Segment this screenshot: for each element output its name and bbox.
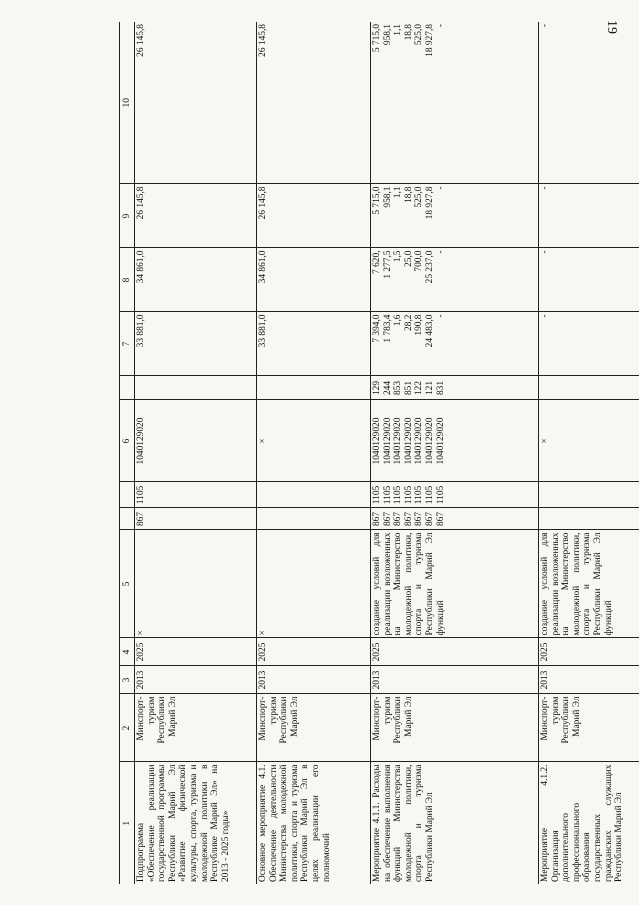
amount-7-cell-line: - — [540, 314, 550, 318]
amount-7-cell-line: 7 394,0 — [372, 314, 382, 343]
purpose-cell — [371, 530, 539, 638]
start-year-cell: 2013 — [135, 666, 257, 694]
header-cell: 2 — [120, 694, 135, 762]
budget-table — [119, 22, 639, 884]
section-code-cell-line: 1105 — [382, 485, 393, 505]
purpose-cell-line: создание условий для реализации возложенных на Министерство молодежной политики, спорта и туризма Республики Марий Эл функций — [540, 532, 614, 636]
grbs-code-cell — [257, 508, 371, 530]
amount-8-cell — [539, 248, 639, 312]
expense-type-cell-line: 831 — [435, 380, 446, 396]
target-article-cell — [371, 400, 539, 482]
amount-7-cell — [539, 312, 639, 376]
grbs-code-cell — [135, 508, 257, 530]
amount-8-cell-line: - — [435, 250, 446, 254]
amount-10-cell-line: 958,1 — [382, 24, 393, 46]
amount-7-cell — [371, 312, 539, 376]
amount-10-cell-line: 18,8 — [403, 24, 414, 41]
amount-9-cell — [539, 184, 639, 248]
amount-8-cell — [371, 248, 539, 312]
executor-cell: Минспорт-туризм Республики Марий Эл — [539, 694, 639, 762]
amount-10-cell-line: 5 715,0 — [372, 24, 382, 53]
executor-cell: Минспорт-туризм Республики Марий Эл — [371, 694, 539, 762]
end-year-cell: 2025 — [135, 638, 257, 666]
grbs-code-cell — [371, 508, 539, 530]
grbs-code-cell-line: 867 — [403, 511, 414, 527]
amount-8-cell — [135, 248, 257, 312]
amount-9-cell-line: 26 145,8 — [258, 186, 268, 220]
section-code-cell-line: 1105 — [393, 485, 404, 505]
grbs-code-cell — [539, 508, 639, 530]
activity-name-cell: Основное мероприятие 4.1. Обеспечение деятельности Министерства молодежной политики, спорта и туризма Республики Марий Эл в целях реализации его полномочий — [257, 762, 371, 884]
page-number: 19 — [604, 20, 619, 34]
header-cell: 6 — [120, 400, 135, 482]
purpose-cell-line: × — [258, 630, 268, 636]
header-cell — [120, 482, 135, 508]
expense-type-cell-line: 129 — [372, 380, 382, 396]
amount-8-cell-line: 34 861,0 — [136, 250, 146, 284]
activity-name-cell: Мероприятие 4.1.2. Организация дополнительного профессионального образования государственных гражданских служащих Республики Марий Эл — [539, 762, 639, 884]
rotated-page — [119, 22, 629, 884]
section-code-cell-line: 1105 — [424, 485, 435, 505]
amount-10-cell — [257, 22, 371, 184]
header-cell: 10 — [120, 22, 135, 184]
target-article-cell — [135, 400, 257, 482]
amount-9-cell-line: - — [435, 186, 446, 190]
expense-type-cell-line: 853 — [393, 380, 404, 396]
amount-9-cell — [257, 184, 371, 248]
header-cell — [120, 508, 135, 530]
amount-7-cell-line: 190,8 — [414, 314, 425, 336]
table-row — [257, 22, 371, 884]
purpose-cell-line: × — [136, 630, 146, 636]
header-cell: 4 — [120, 638, 135, 666]
expense-type-cell-line: 244 — [382, 380, 393, 396]
section-code-cell-line: 1105 — [414, 485, 425, 505]
amount-10-cell-line: 18 927,8 — [424, 24, 435, 57]
executor-cell: Минспорт-туризм Республики Марий Эл — [135, 694, 257, 762]
amount-8-cell-line: 1,5 — [393, 250, 404, 263]
amount-7-cell-line: 33 881,0 — [136, 314, 146, 348]
amount-8-cell-line: 7 620, — [372, 250, 382, 274]
amount-9-cell-line: - — [540, 186, 550, 190]
amount-9-cell-line: 18 927,8 — [424, 186, 435, 220]
amount-7-cell-line: 1 783,4 — [382, 314, 393, 343]
amount-10-cell — [135, 22, 257, 184]
start-year-cell: 2013 — [257, 666, 371, 694]
amount-10-cell-line: 26 145,8 — [258, 24, 268, 57]
table-row — [539, 22, 639, 884]
header-cell — [120, 376, 135, 400]
target-article-cell-line: 1040129020 — [414, 417, 425, 465]
end-year-cell: 2025 — [257, 638, 371, 666]
purpose-cell — [135, 530, 257, 638]
target-article-cell-line: 1040129020 — [382, 417, 393, 465]
section-code-cell — [371, 482, 539, 508]
amount-10-cell-line: 525,0 — [414, 24, 425, 46]
amount-10-cell-line: 1,1 — [393, 24, 404, 36]
activity-name-cell: Подпрограмма «Обеспечение реализации государственной программы Республики Марий Эл «Развитие физической культуры, спорта, туризма и молодежной политики в Республике Марий Эл» на 2013 - 2025 годы» — [135, 762, 257, 884]
header-cell: 9 — [120, 184, 135, 248]
target-article-cell-line: 1040129020 — [136, 417, 146, 465]
target-article-cell — [257, 400, 371, 482]
amount-7-cell — [257, 312, 371, 376]
amount-8-cell-line: 25 237,0 — [424, 250, 435, 284]
expense-type-cell — [135, 376, 257, 400]
amount-8-cell-line: 34 861,0 — [258, 250, 268, 284]
table-row — [371, 22, 539, 884]
amount-10-cell-line: 26 145,8 — [136, 24, 146, 57]
expense-type-cell — [371, 376, 539, 400]
header-cell: 7 — [120, 312, 135, 376]
target-article-cell-line: 1040129020 — [403, 417, 414, 465]
header-cell: 1 — [120, 762, 135, 884]
target-article-cell-line: × — [258, 438, 268, 444]
amount-9-cell-line: 1,1 — [393, 186, 404, 199]
target-article-cell-line: 1040129020 — [372, 417, 382, 465]
header-cell: 3 — [120, 666, 135, 694]
expense-type-cell — [257, 376, 371, 400]
header-cell: 8 — [120, 248, 135, 312]
amount-9-cell-line: 18,8 — [403, 186, 414, 203]
amount-8-cell — [257, 248, 371, 312]
end-year-cell: 2025 — [539, 638, 639, 666]
section-code-cell-line: 1105 — [372, 485, 382, 505]
section-code-cell-line: 1105 — [136, 485, 146, 505]
target-article-cell-line: 1040129020 — [393, 417, 404, 465]
header-row — [120, 22, 135, 884]
section-code-cell-line: 1105 — [403, 485, 414, 505]
activity-name-cell: Мероприятие 4.1.1. Расходы на обеспечение выполнения функций Министерства молодежной политики, спорта и туризма Республики Марий Эл — [371, 762, 539, 884]
target-article-cell — [539, 400, 639, 482]
section-code-cell — [135, 482, 257, 508]
expense-type-cell — [539, 376, 639, 400]
grbs-code-cell-line: 867 — [382, 511, 393, 527]
grbs-code-cell-line: 867 — [435, 511, 446, 527]
purpose-cell-line: создание условий для реализации возложенных на Министерство молодежной политики, спорта и туризма Республики Марий Эл функций — [372, 532, 446, 636]
section-code-cell — [539, 482, 639, 508]
start-year-cell: 2013 — [539, 666, 639, 694]
amount-8-cell-line: 1 277,5 — [382, 250, 393, 279]
amount-9-cell — [135, 184, 257, 248]
expense-type-cell-line: 122 — [414, 380, 425, 396]
amount-8-cell-line: 700,0 — [414, 250, 425, 272]
purpose-cell — [539, 530, 639, 638]
amount-8-cell-line: 25,0 — [403, 250, 414, 267]
grbs-code-cell-line: 867 — [136, 511, 146, 527]
header-cell: 5 — [120, 530, 135, 638]
target-article-cell-line: 1040129020 — [424, 417, 435, 465]
amount-8-cell-line: - — [540, 250, 550, 254]
end-year-cell: 2025 — [371, 638, 539, 666]
amount-9-cell-line: 26 145,8 — [136, 186, 146, 220]
amount-9-cell-line: 958,1 — [382, 186, 393, 208]
amount-7-cell-line: 24 483,0 — [424, 314, 435, 348]
start-year-cell: 2013 — [371, 666, 539, 694]
amount-10-cell-line: - — [540, 24, 550, 28]
amount-7-cell-line: - — [435, 314, 446, 318]
section-code-cell-line: 1105 — [435, 485, 446, 505]
executor-cell: Минспорт-туризм Республики Марий Эл — [257, 694, 371, 762]
amount-9-cell-line: 5 715,0 — [372, 186, 382, 215]
target-article-cell-line: 1040129020 — [435, 417, 446, 465]
amount-7-cell-line: 1,6 — [393, 314, 404, 327]
grbs-code-cell-line: 867 — [414, 511, 425, 527]
amount-10-cell — [371, 22, 539, 184]
amount-9-cell-line: 525,0 — [414, 186, 425, 208]
grbs-code-cell-line: 867 — [424, 511, 435, 527]
amount-7-cell-line: 28,2 — [403, 314, 414, 331]
grbs-code-cell-line: 867 — [393, 511, 404, 527]
expense-type-cell-line: 121 — [424, 380, 435, 396]
expense-type-cell-line: 851 — [403, 380, 414, 396]
amount-7-cell-line: 33 881,0 — [258, 314, 268, 348]
amount-10-cell — [539, 22, 639, 184]
table-row — [135, 22, 257, 884]
amount-10-cell-line: - — [435, 24, 446, 28]
purpose-cell — [257, 530, 371, 638]
target-article-cell-line: × — [540, 438, 550, 444]
amount-9-cell — [371, 184, 539, 248]
grbs-code-cell-line: 867 — [372, 511, 382, 527]
amount-7-cell — [135, 312, 257, 376]
section-code-cell — [257, 482, 371, 508]
